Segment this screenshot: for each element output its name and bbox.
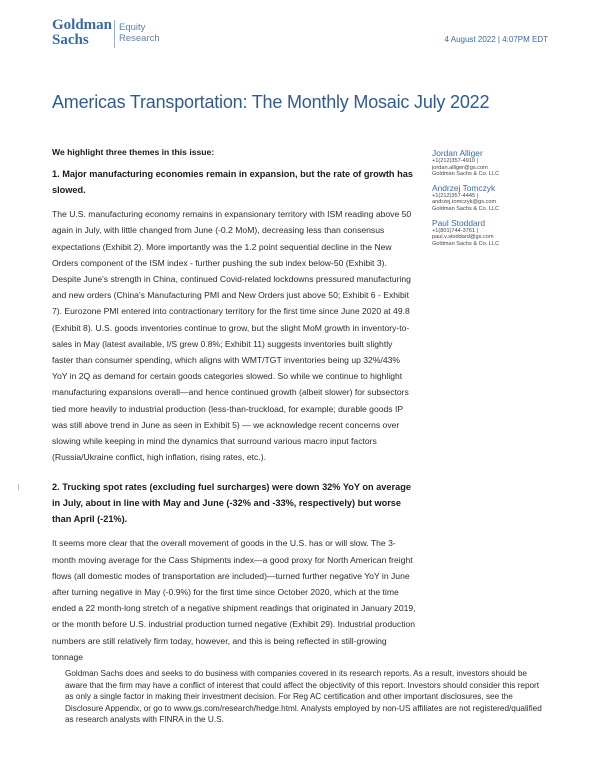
theme-1-heading: 1. Major manufacturing economies remain in expansion, but the rate of growth has slowed.: [52, 169, 413, 196]
logo-word-goldman: Goldman: [52, 17, 113, 33]
theme-1-paragraph: The U.S. manufacturing economy remains in expansionary territory with ISM reading above 50 again in July, with little changed from June (-0.2 MoM), decreasing less than consensus expectations (Exhibit 2). More importantly was the 1.2 point sequential decline in the New Orders component of the ISM index - further pushing the sub index below-50 (Exhibit 3). Despite June's strength in China, continued Covid-related lockdowns pressured manufacturing and new orders (China's Manufacturing PMI and New Orders just above 50; Exhibit 6 - Exhibit 7). Eurozone PMI entered into contractionary territory for the first time since June 2020 at 49.8 (Exhibit 8). U.S. goods inventories continue to grow, but the slight MoM growth in inventory-to-sales in May (latest available, I/S grew 0.8%; Exhibit 11) suggests inventories built slightly faster than consumer spending, which aligns with WMT/TGT inventories being up 32%/43% YoY in 2Q as demand for certain goods categories slowed. So while we continue to highlight manufacturing expansions overall—and hence continued growth (albeit slower) for subsectors tied more heavily to industrial production (less-than-truckload, for example; durable goods IP was still above trend in June as seen in Exhibit 5) — we acknowledge recent concerns over slowing while keeping in mind the dynamics that surround various macro input factors (Russia/Ukraine conflict, high inflation, rising rates, etc.).: [52, 209, 412, 463]
goldman-sachs-logo: [52, 18, 162, 50]
author-phone: +1(212)357-4910 |: [432, 158, 479, 164]
author-block: [432, 183, 552, 213]
report-title: Americas Transportation: The Monthly Mosaic July 2022: [52, 92, 490, 113]
report-body: [52, 144, 416, 679]
author-email[interactable]: jordan.alliger@gs.com: [432, 164, 488, 171]
logo-tag-research: Research: [119, 33, 160, 44]
intro-heading: We highlight three themes in this issue:: [52, 147, 215, 157]
author-block: [432, 218, 552, 248]
author-phone: +1(801)744-3761 |: [432, 227, 479, 234]
author-list: [432, 148, 552, 252]
author-name[interactable]: Andrzej Tomczyk: [432, 182, 496, 193]
author-name[interactable]: Paul Stoddard: [432, 217, 486, 228]
author-name[interactable]: Jordan Alliger: [432, 148, 483, 158]
author-firm: Goldman Sachs & Co. LLC: [432, 240, 500, 247]
logo-tag-equity: Equity: [119, 22, 146, 33]
author-firm: Goldman Sachs & Co. LLC: [432, 171, 500, 178]
logo-word-sachs: Sachs: [52, 32, 89, 48]
author-phone: +1(212)357-4445 |: [432, 192, 479, 199]
author-firm: Goldman Sachs & Co. LLC: [432, 205, 500, 212]
theme-2-heading: 2. Trucking spot rates (excluding fuel surcharges) were down 32% YoY on average in July, about in line with May and June (-32% and -33%, respectively) but worse than April (-21%).: [52, 482, 411, 525]
page-header: [0, 0, 600, 62]
report-date: 4 August 2022 | 4:07PM EDT: [444, 35, 548, 44]
theme-2-paragraph: It seems more clear that the overall movement of goods in the U.S. has or will slow. The 3-month moving average for the Cass Shipments index—a good proxy for North American freight flows (all domestic modes of transportation are included)—turned further negative YoY in June after turning negative in May (-0.9%) for the first time since October 2020, which at the time ended a 22 month-long stretch of a negative shipment readings that originated in January 2019, or the month before U.S. industrial production turned negative (Exhibit 29). Industrial production numbers are still relatively firm today, however, and this is being reflected in still-growing tonnage: [52, 538, 416, 662]
author-email[interactable]: paul.v.stoddard@gs.com: [432, 234, 494, 241]
logo-divider: [114, 20, 115, 48]
author-email[interactable]: andrzej.tomczyk@gs.com: [432, 199, 497, 206]
margin-mark: [18, 484, 19, 490]
disclaimer-text: Goldman Sachs does and seeks to do business with companies covered in its research reports. As a result, investors should be aware that the firm may have a conflict of interest that could affect the objectivity of this report. Investors should consider this report as only a single factor in making their investment decision. For Reg AC certification and other important disclosures, see the Disclosure Appendix, or go to www.gs.com/research/hedge.html. Analysts employed by non-US affiliates are not registered/qualified as research analysts with FINRA in the U.S.: [65, 669, 542, 725]
author-block: [432, 148, 552, 178]
